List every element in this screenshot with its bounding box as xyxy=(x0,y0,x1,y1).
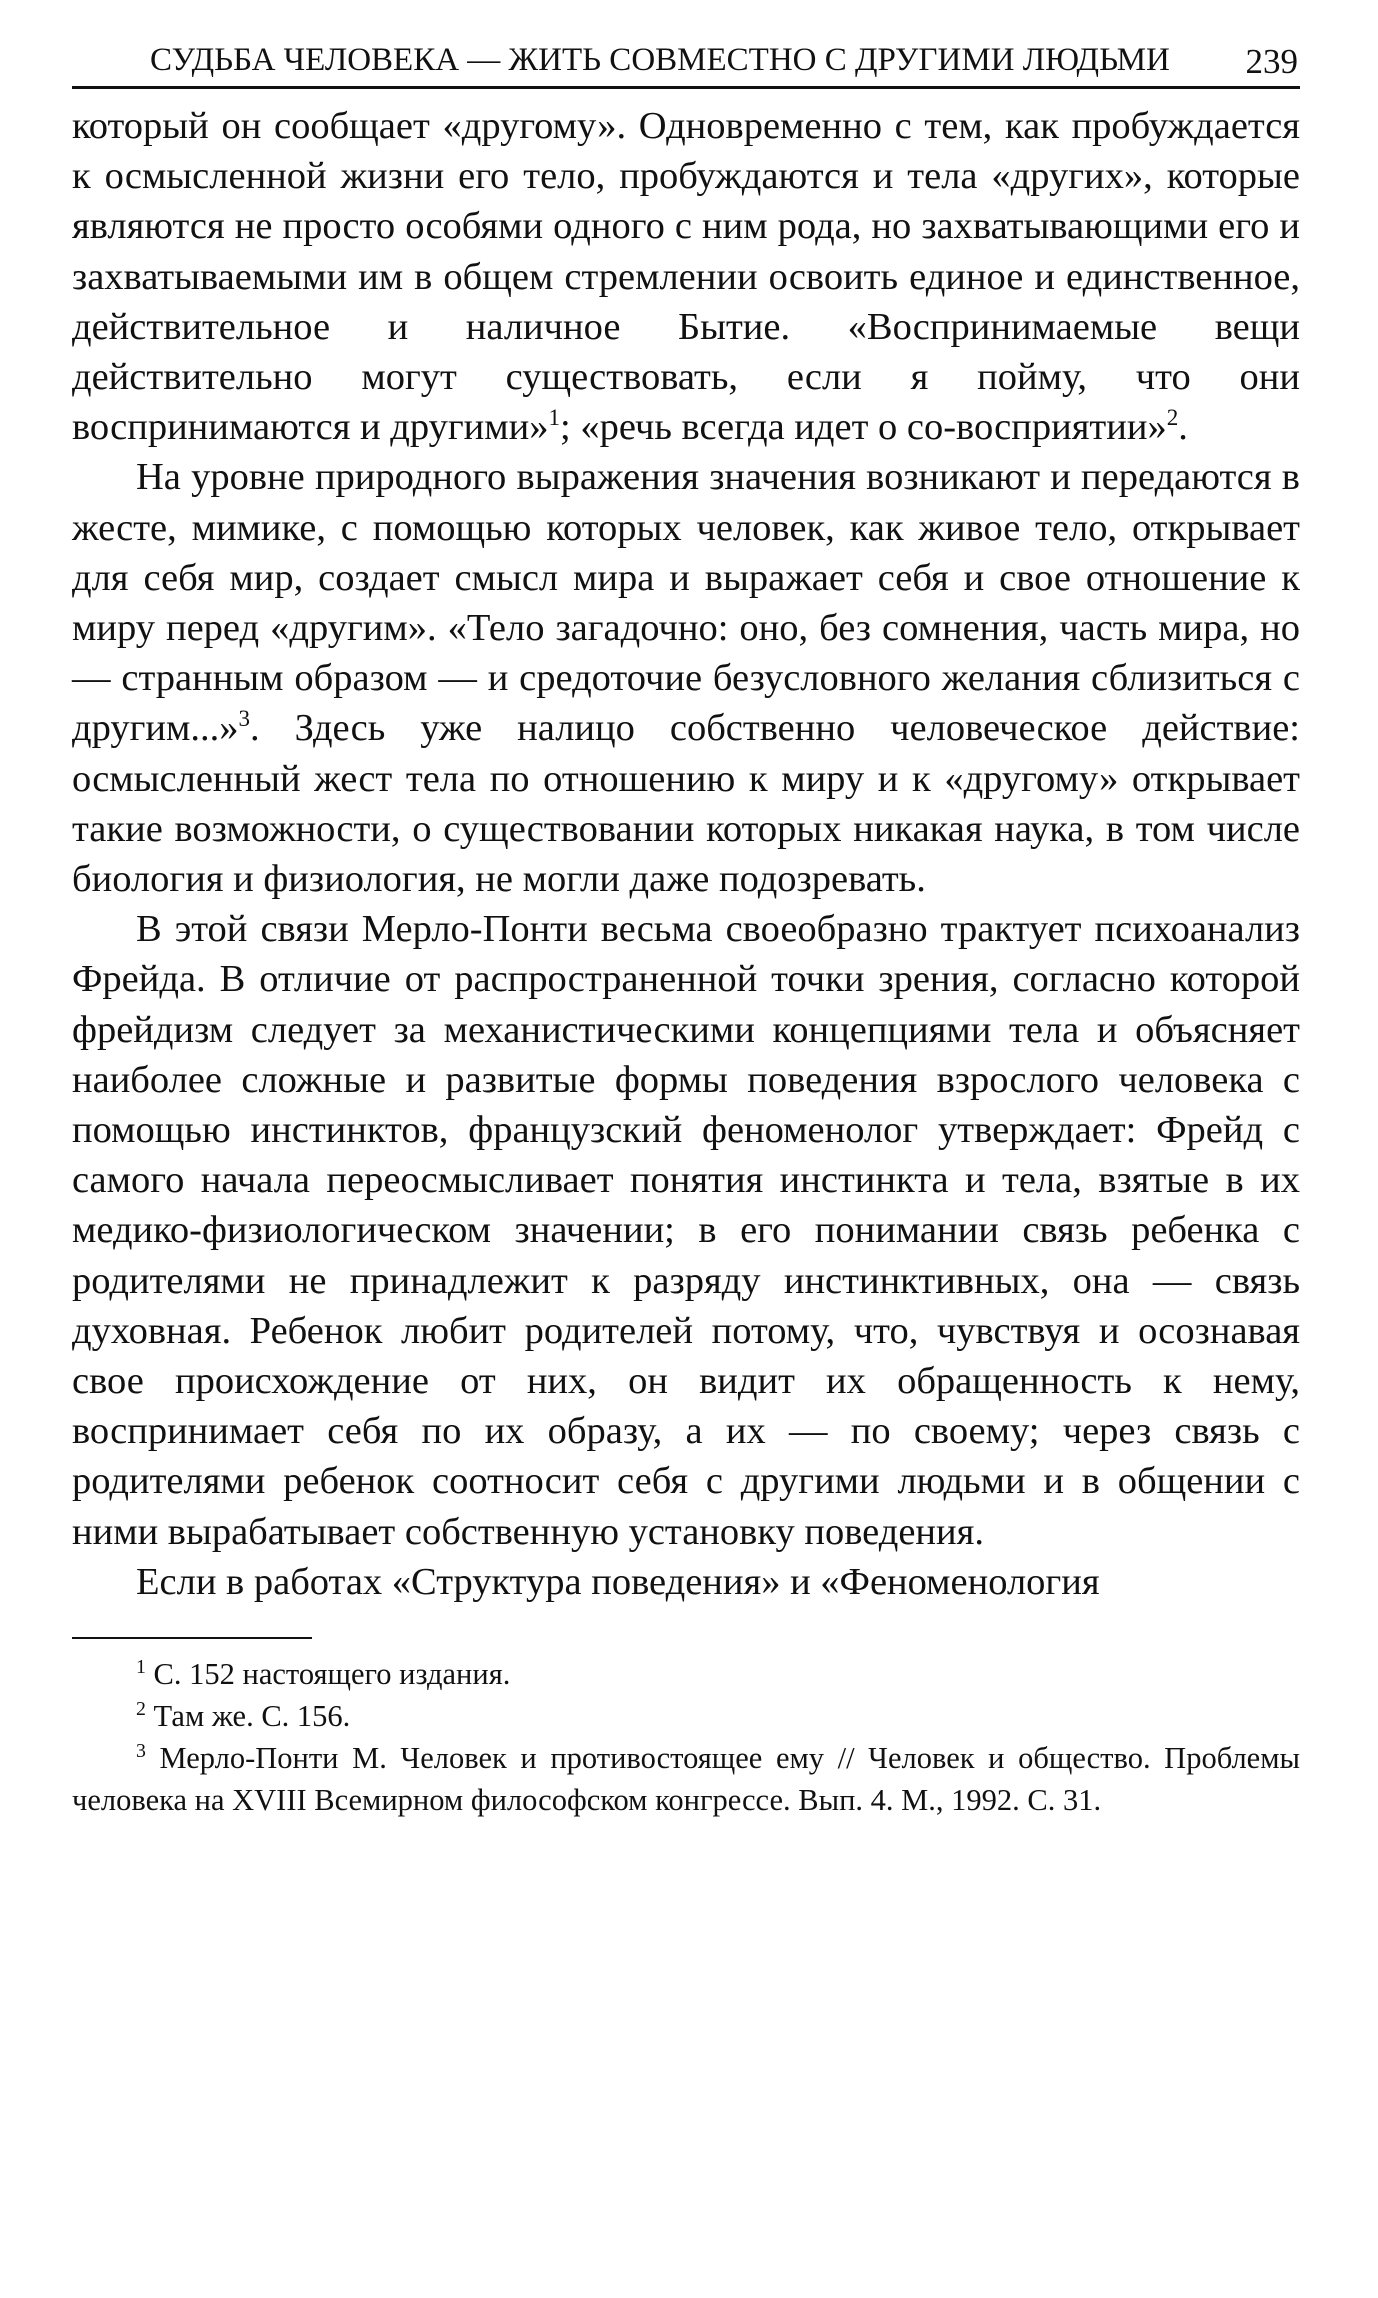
footnote-text: Мерло-Понти М. Человек и противостоящее ему // Человек и общество. Проблемы человека на XVIII Всемирном философском конгрессе. Вып. 4. М., 1992. С. 31. xyxy=(72,1741,1301,1818)
footnote-2 xyxy=(72,1695,1300,1737)
footnote-1 xyxy=(72,1653,1300,1695)
paragraph-text: На уровне природного выражения значения возникают и передаются в жесте, мимике, с помощью которых человек, как живое тело, открывает для себя мир, создает смысл мира и выражает себя и свое отношение к миру перед «другим». «Тело загадочно: оно, без сомнения, часть мира, но — странным образом — и средоточие безусловного желания сблизиться с другим...» xyxy=(72,456,1300,750)
footnote-text: Там же. С. 156. xyxy=(153,1699,351,1734)
footnote-ref[interactable]: 3 xyxy=(238,705,251,732)
footnote-3 xyxy=(72,1737,1300,1821)
running-header xyxy=(72,40,1300,89)
paragraph-1 xyxy=(72,101,1300,452)
running-title: СУДЬБА ЧЕЛОВЕКА — ЖИТЬ СОВМЕСТНО С ДРУГИМИ ЛЮДЬМИ xyxy=(150,42,1170,78)
body-text xyxy=(72,101,1300,1607)
paragraph-2 xyxy=(72,452,1300,904)
page-number: 239 xyxy=(1245,42,1298,81)
paragraph-text: . xyxy=(1178,406,1188,449)
footnote-separator xyxy=(72,1637,312,1639)
paragraph-text: . Здесь уже налицо собственно человеческое действие: осмысленный жест тела по отношению к миру и к «другому» открывает такие возможности, о существовании которых никакая наука, в том числе биология и физиология, не могли даже подозревать. xyxy=(72,707,1300,901)
footnotes xyxy=(72,1653,1300,1821)
book-page xyxy=(72,40,1300,1821)
paragraph-text: ; «речь всегда идет о со-восприятии» xyxy=(560,406,1167,449)
footnote-ref[interactable]: 2 xyxy=(1166,404,1179,431)
paragraph-text: который он сообщает «другому». Одновременно с тем, как пробуждается к осмысленной жизни его тело, пробуждаются и тела «других», которые являются не просто особями одного с ним рода, но захватывающими его и захватываемыми им в общем стремлении освоить единое и единственное, действительное и наличное Бытие. «Воспринимаемые вещи действительно могут существовать, если я пойму, что они воспринимаются и другими» xyxy=(72,105,1300,449)
footnote-ref[interactable]: 1 xyxy=(548,404,561,431)
footnote-text: С. 152 настоящего издания. xyxy=(153,1657,511,1692)
paragraph-4: Если в работах «Структура поведения» и «Феноменология xyxy=(136,1560,1100,1603)
footnote-mark: 1 xyxy=(136,1655,146,1678)
paragraph-3: В этой связи Мерло-Понти весьма своеобразно трактует психоанализ Фрейда. В отличие от распространенной точки зрения, согласно которой фрейдизм следует за механистическими концепциями тела и объясняет наиболее сложные и развитые формы поведения взрослого человека с помощью инстинктов, французский феноменолог утверждает: Фрейд с самого начала переосмысливает понятия инстинкта и тела, взятые в их медико-физиологическом значении; в его понимании связь ребенка с родителями не принадлежит к разряду инстинктивных, она — связь духовная. Ребенок любит родителей потому, что, чувствуя и осознавая свое происхождение от них, он видит их обращенность к нему, воспринимает себя по их образу, а их — по своему; через связь с родителями ребенок соотносит себя с другими людьми и в общении с ними вырабатывает собственную установку поведения. xyxy=(72,908,1300,1553)
footnote-mark: 2 xyxy=(136,1697,146,1720)
footnote-mark: 3 xyxy=(136,1739,146,1762)
